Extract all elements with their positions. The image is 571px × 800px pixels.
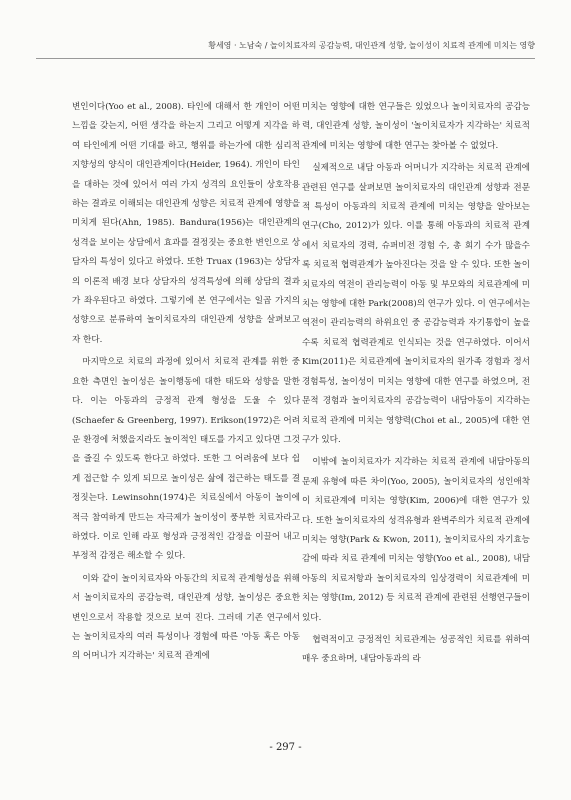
left-column xyxy=(72,98,300,667)
paragraph: 실제적으로 내담 아동과 어머니가 지각하는 치료적 관계에 관련된 연구를 살펴보면 놀이치료자의 대인관계 성향과 전문적 특성이 아동과의 치료적 관계에 미치는 영향을 알아보는 연구(Cho, 2012)가 있다. 이를 통해 아동과의 치료적 관계에서 치료자의 경력, 슈퍼비전 경험 수, 총 회기 수가 많을수록 치료적 협력관계가 높아진다는 것을 알 수 있다. 또한 놀이치료자의 역전이 관리능력이 아동 및 부모와의 치료관계에 미치는 영향에 대한 Park(2008)의 연구가 있다. 이 연구에서는 역전이 관리능력의 하위요인 중 공감능력과 자기통합이 높을수록 치료적 협력관계로 인식되는 것을 연구하였다. 이어서 Kim(2011)은 치료관계에 놀이치료자의 원가족 경험과 정서경험특성, 놀이성이 미치는 영향에 대한 연구를 하였으며, 전문적 경험과 놀이치료자의 공감능력이 내담아동이 지각하는 치료적 관계에 미치는 영향력(Choi et al., 2005)에 대한 연구가 있다. xyxy=(302,163,530,445)
paragraph: 이와 같이 놀이치료자와 아동간의 치료적 관계형성을 위해서 놀이치료자의 공감능력, 대인관계 성향, 놀이성은 중요한 변인으로서 작용할 것으로 보여 진다. 그러데 기존 연구에서는 놀이치료자의 여러 특성이나 경험에 따른 '아동 혹은 아동의 어머니가 지각하는' 치료적 관계에 xyxy=(72,573,300,662)
paragraph: 미치는 영향에 대한 연구들은 있었으나 놀이치료자의 공감능력, 대인관계 성향, 놀이성이 '놀이치료자가 지각하는' 치료적 관계에 미치는 영향에 대한 연구는 찾아볼 수 없었다. xyxy=(302,102,530,151)
paragraph: 변인이다(Yoo et al., 2008). 타인에 대해서 한 개인이 어떤 느낌을 갖는지, 어떤 생각을 하는지 그리고 어떻게 지각을 하여 타인에게 어떤 기대를 하고, 행위를 하는가에 대한 심리적 지향성의 양식이 대인관계이다(Heider, 1964). 개인이 타인을 대하는 것에 있어서 여러 가지 성격의 요인들이 상호작용하는 결과로 이해되는 대인관계 성향은 치료적 관계에 영향을 미치게 된다(Ahn, 1985). Bandura(1956)는 대인관계의 성격을 보이는 상담에서 효과를 결정짓는 중요한 변인으로 상담자의 특성이 있다고 하였다. 또한 Truax (1963)는 상담자의 이론적 배경 보다 상담자의 성격특성에 의해 상담의 결과가 좌우된다고 하였다. 그렇기에 본 연구에서는 일곱 가지의 성향으로 분류하여 놀이치료자의 대인관계 성향을 살펴보고자 한다. xyxy=(72,102,300,345)
right-column xyxy=(302,98,530,670)
paragraph: 이밖에 놀이치료자가 지각하는 치료적 관계에 내담아동의 문제 유형에 따른 차이(Yoo, 2005), 놀이치료자의 성인애착이 치료관계에 미치는 영향(Kim, 2006)에 대한 연구가 있다. 또한 놀이치료자의 성격유형과 완벽주의가 치료적 관계에 미치는 영향(Park & Kwon, 2011), 놀이치료사의 자기효능감에 따라 치료 관계에 미치는 영향(Yoo et al., 2008), 내담아동의 치료저항과 놀이치료자의 임상경력이 치료관계에 미치는 영향(Im, 2012) 등 치료적 관계에 관련된 선행연구들이 있다. xyxy=(302,457,531,623)
paragraph: 협력적이고 긍정적인 치료관계는 성공적인 치료를 위하여 매우 중요하며, 내담아동과의 라 xyxy=(302,634,530,665)
paragraph: 마지막으로 치료의 과정에 있어서 치료적 관계를 위한 중요한 측면인 놀이성은 놀이행동에 대한 태도와 성향을 말한다. 이는 아동과의 긍정적 관계 형성을 도울 수 있다(Schaefer & Greenberg, 1997). Erikson(1972)은 어려운 환경에 처했을지라도 놀이적인 태도를 가지고 있다면 그것을 즐길 수 있도록 한다고 하였다. 또한 그 어려움에 보다 쉽게 접근할 수 있게 되므로 놀이성은 삶에 접근하는 태도를 결정짓는다. Lewinsohn(1974)은 치료실에서 아동이 놀이에 적극 참여하게 만드는 자극제가 놀이성이 풍부한 치료자라고 하였다. 이로 인해 라포 형성과 긍정적인 감정을 이끌어 내고 부정적 감정은 해소할 수 있다. xyxy=(72,357,300,562)
header-rule xyxy=(36,58,535,59)
page-number: - 297 - xyxy=(269,742,302,753)
running-header: 황세영 · 노남숙 / 놀이치료자의 공감능력, 대인관계 성향, 놀이성이 치료적 관계에 미치는 영향 xyxy=(208,41,535,50)
